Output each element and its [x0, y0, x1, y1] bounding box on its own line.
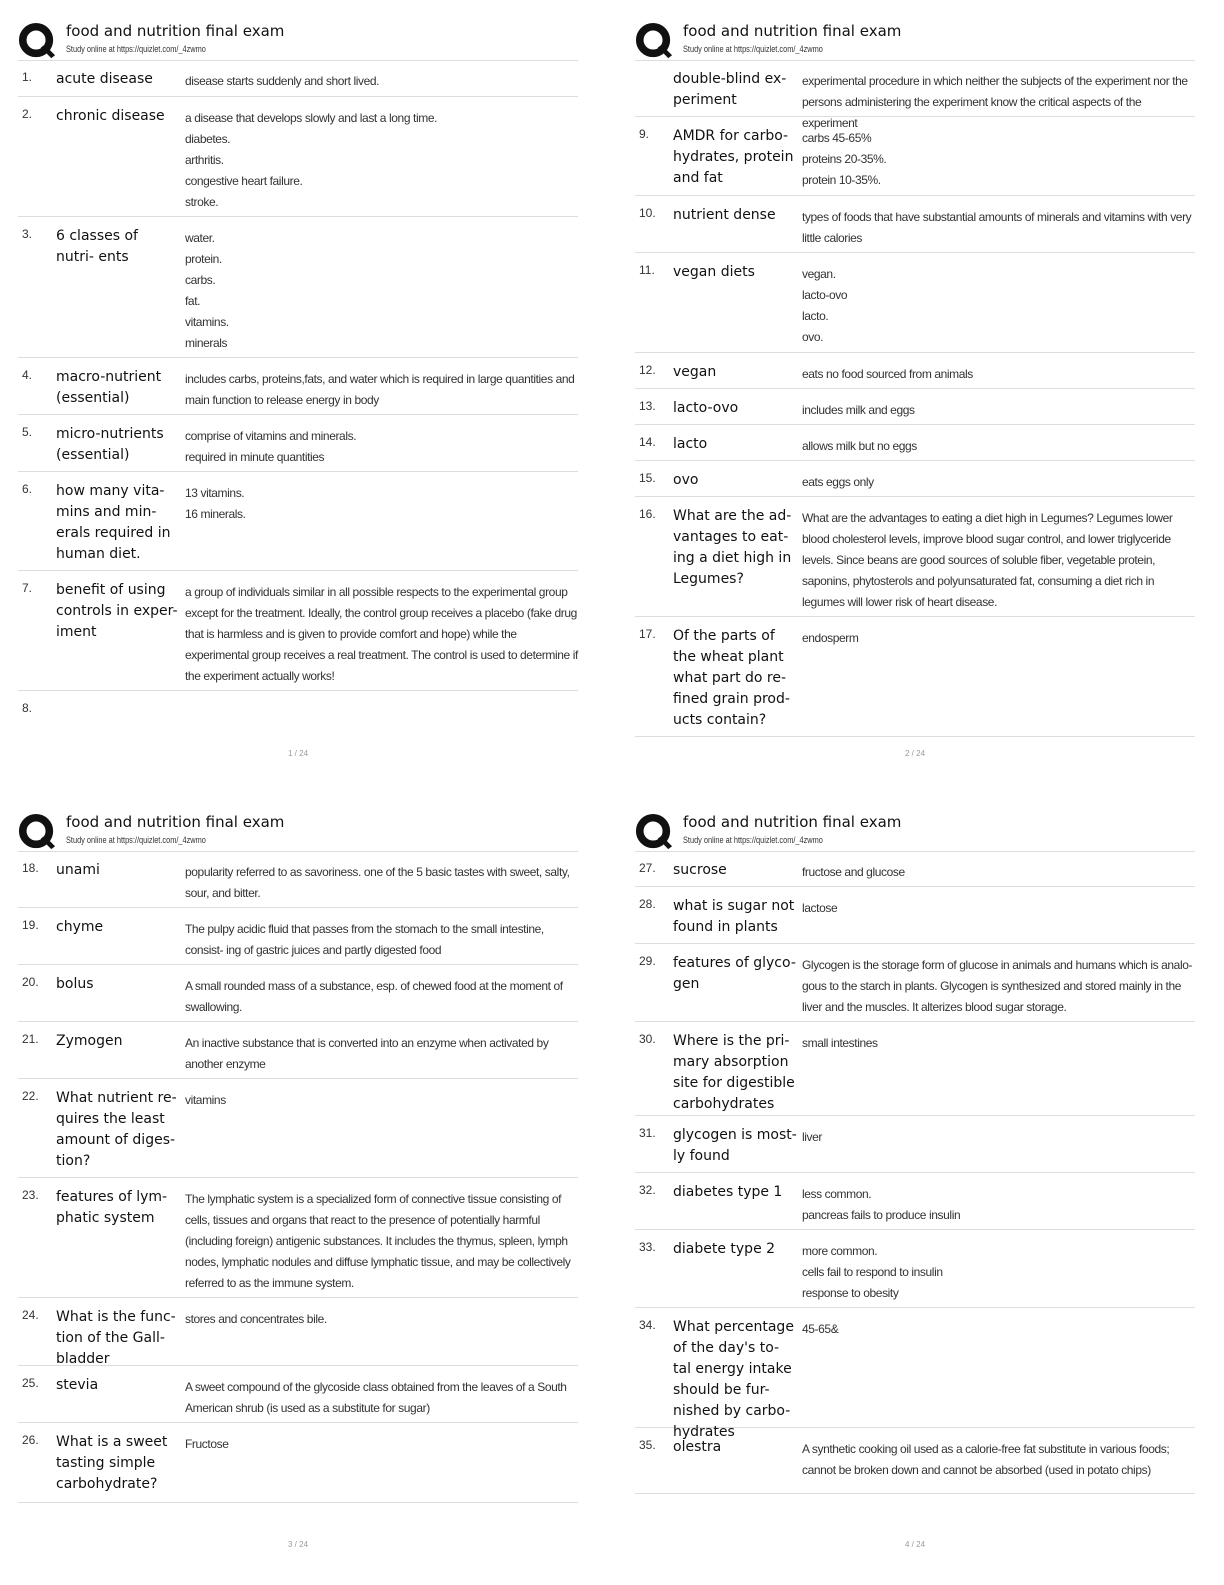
quizlet-logo-icon: [635, 22, 673, 60]
card-number: 14.: [639, 435, 656, 449]
card-number: 12.: [639, 363, 656, 377]
flashcard-row: [18, 1079, 578, 1178]
definition-line: allows milk but no eggs: [802, 439, 917, 453]
definition-line: water.: [185, 231, 215, 245]
card-number: 31.: [639, 1126, 656, 1140]
flashcard-row: [18, 691, 578, 741]
card-number: 2.: [22, 107, 33, 121]
flashcard-row: [18, 1423, 578, 1503]
definition-line: A small rounded mass of a substance, esp. of chewed food at the moment of swallowing.: [185, 979, 563, 1014]
definition-line: required in minute quantities: [185, 450, 325, 464]
definition-line: popularity referred to as savoriness. one of the 5 basic tastes with sweet, salty, sour, and bitter.: [185, 865, 570, 900]
card-term: chyme: [56, 919, 104, 935]
card-term: what is sugar not found in plants: [673, 898, 795, 935]
definition-line: A sweet compound of the glycoside class obtained from the leaves of a South American shrub (is used as a substitute for sugar): [185, 1380, 567, 1415]
flashcard-row: [18, 472, 578, 571]
definition-line: minerals: [185, 336, 228, 350]
flashcard-row: [635, 887, 1195, 944]
card-definition: [185, 1090, 580, 1111]
card-definition: [802, 1439, 1197, 1481]
definition-line: arthritis.: [185, 153, 224, 167]
card-term: What nutrient re- quires the least amount of diges- tion?: [56, 1090, 177, 1169]
definition-line: disease starts suddenly and short lived.: [185, 74, 380, 88]
card-number: 24.: [22, 1308, 39, 1322]
definition-line: less common.: [802, 1187, 872, 1201]
flashcard-list: [18, 60, 578, 741]
card-definition: [802, 1127, 1197, 1148]
definition-line: includes carbs, proteins,fats, and water which is required in large quantities and main function to release energy in body: [185, 372, 575, 407]
card-number: 9.: [639, 127, 650, 141]
definition-line: eats eggs only: [802, 475, 874, 489]
card-number: 8.: [22, 701, 33, 715]
flashcard-row: [18, 217, 578, 358]
page-header: [635, 805, 1195, 852]
card-number: 30.: [639, 1032, 656, 1046]
flashcard-list: [635, 851, 1195, 1494]
card-number: 15.: [639, 471, 656, 485]
card-number: 29.: [639, 954, 656, 968]
flashcard-row: [18, 571, 578, 691]
card-definition: [802, 400, 1197, 421]
card-number: 10.: [639, 206, 656, 220]
card-definition: [185, 1309, 580, 1330]
flashcard-row: [635, 851, 1195, 887]
definition-line: carbs 45-65%: [802, 131, 872, 145]
definition-line: response to obesity: [802, 1286, 899, 1300]
card-definition: [802, 472, 1197, 493]
flashcard-row: [635, 1173, 1195, 1230]
card-number: 3.: [22, 227, 33, 241]
card-term: bolus: [56, 976, 94, 992]
flashcard-row: [635, 389, 1195, 425]
flashcard-row: [18, 1178, 578, 1298]
flashcard-row: [635, 117, 1195, 196]
page-header: [18, 14, 578, 61]
study-online-link[interactable]: Study online at https://quizlet.com/_4zwmo: [683, 44, 823, 54]
card-number: 23.: [22, 1188, 39, 1202]
card-number: 6.: [22, 482, 33, 496]
card-number: 19.: [22, 918, 39, 932]
definition-line: 45-65&: [802, 1322, 839, 1336]
card-term: diabete type 2: [673, 1241, 776, 1257]
card-definition: [185, 1377, 580, 1419]
flashcard-row: [635, 617, 1195, 737]
card-number: 13.: [639, 399, 656, 413]
card-term: What is a sweet tasting simple carbohydrate?: [56, 1434, 168, 1492]
card-definition: [185, 919, 580, 961]
card-definition: [802, 128, 1197, 191]
card-definition: [802, 1319, 1197, 1340]
card-definition: [802, 1033, 1197, 1054]
page-title: food and nutrition final exam: [683, 813, 902, 831]
page-number: 1 / 24: [288, 749, 309, 758]
card-definition: [802, 436, 1197, 457]
card-number: 33.: [639, 1240, 656, 1254]
flashcard-row: [635, 461, 1195, 497]
flashcard-row: [635, 1230, 1195, 1308]
card-term: features of glyco- gen: [673, 955, 796, 992]
quizlet-page-3: [18, 805, 596, 1585]
card-term: acute disease: [56, 71, 153, 87]
page-title: food and nutrition final exam: [66, 813, 285, 831]
card-definition: [802, 1184, 1197, 1226]
card-definition: [185, 426, 580, 468]
card-number: 26.: [22, 1433, 39, 1447]
definition-line: eats no food sourced from animals: [802, 367, 973, 381]
definition-line: stores and concentrates bile.: [185, 1312, 327, 1326]
flashcard-row: [18, 965, 578, 1022]
flashcard-list: [18, 851, 578, 1503]
flashcard-row: [18, 908, 578, 965]
definition-line: An inactive substance that is converted into an enzyme when activated by another enzyme: [185, 1036, 549, 1071]
quizlet-logo-icon: [18, 22, 56, 60]
quizlet-page-4: [635, 805, 1213, 1585]
card-term: stevia: [56, 1377, 99, 1393]
card-definition: [185, 1033, 580, 1075]
flashcard-row: [18, 97, 578, 217]
definition-line: liver: [802, 1130, 823, 1144]
page-header: [635, 14, 1195, 61]
card-number: 17.: [639, 627, 656, 641]
card-term: nutrient dense: [673, 207, 776, 223]
definition-line: a disease that develops slowly and last a long time.: [185, 111, 438, 125]
card-number: 28.: [639, 897, 656, 911]
card-definition: [802, 898, 1197, 919]
flashcard-row: [635, 1308, 1195, 1440]
card-definition: [185, 108, 580, 213]
flashcard-row: [635, 60, 1195, 130]
flashcard-row: [635, 944, 1195, 1022]
card-definition: [185, 369, 580, 411]
flashcard-row: [635, 196, 1195, 253]
card-number: 32.: [639, 1183, 656, 1197]
definition-line: types of foods that have substantial amounts of minerals and vitamins with very little calories: [802, 210, 1192, 245]
card-term: diabetes type 1: [673, 1184, 783, 1200]
definition-line: experimental procedure in which neither the subjects of the experiment nor the persons administering the experiment know the critical aspects of the experiment: [802, 74, 1188, 130]
flashcard-row: [635, 353, 1195, 389]
page-number: 4 / 24: [905, 1540, 926, 1549]
definition-line: vitamins.: [185, 315, 229, 329]
flashcard-list: [635, 60, 1195, 737]
card-number: 7.: [22, 581, 33, 595]
flashcard-row: [635, 1116, 1195, 1173]
flashcard-row: [635, 253, 1195, 353]
card-term: vegan diets: [673, 264, 755, 280]
definition-line: fructose and glucose: [802, 865, 905, 879]
definition-line: pancreas fails to produce insulin: [802, 1208, 961, 1222]
card-term: how many vita- mins and min- erals required in human diet.: [56, 483, 171, 562]
card-definition: [802, 264, 1197, 348]
definition-line: congestive heart failure.: [185, 174, 303, 188]
quizlet-logo-icon: [635, 813, 673, 851]
quizlet-logo-icon: [18, 813, 56, 851]
card-term: lacto: [673, 436, 708, 452]
quizlet-page-1: [18, 14, 596, 794]
card-number: 18.: [22, 861, 39, 875]
page-number: 2 / 24: [905, 749, 926, 758]
card-term: Zymogen: [56, 1033, 123, 1049]
definition-line: vegan.: [802, 267, 836, 281]
definition-line: more common.: [802, 1244, 878, 1258]
card-term: sucrose: [673, 862, 727, 878]
page-title: food and nutrition final exam: [683, 22, 902, 40]
card-definition: [802, 1241, 1197, 1304]
study-online-link[interactable]: Study online at https://quizlet.com/_4zwmo: [66, 835, 206, 845]
page-title: food and nutrition final exam: [66, 22, 285, 40]
flashcard-row: [18, 358, 578, 415]
definition-line: fat.: [185, 294, 201, 308]
study-online-link[interactable]: Study online at https://quizlet.com/_4zwmo: [66, 44, 206, 54]
quizlet-page-2: [635, 14, 1213, 794]
definition-line: includes milk and eggs: [802, 403, 915, 417]
card-term: unami: [56, 862, 100, 878]
definition-line: What are the advantages to eating a diet high in Legumes? Legumes lower blood cholesterol levels, improve blood sugar control, and lower triglyceride levels. Since beans are good sources of soluble fiber, vegetable protein, saponins, phytosterols and polyunsaturated fat, consuming a diet rich in legumes will lower risk of heart disease.: [802, 511, 1173, 609]
definition-line: lacto-ovo: [802, 288, 848, 302]
definition-line: 13 vitamins.: [185, 486, 245, 500]
definition-line: The pulpy acidic fluid that passes from the stomach to the small intestine, consist- ing of gastric juices and partly digested food: [185, 922, 544, 957]
card-number: 21.: [22, 1032, 39, 1046]
card-definition: [185, 976, 580, 1018]
definition-line: 16 minerals.: [185, 507, 246, 521]
card-term: What percentage of the day's to- tal energy intake should be fur- nished by carbo- hydrates: [673, 1319, 794, 1440]
definition-line: comprise of vitamins and minerals.: [185, 429, 357, 443]
definition-line: vitamins: [185, 1093, 226, 1107]
definition-line: lacto.: [802, 309, 829, 323]
card-term: AMDR for carbo- hydrates, protein and fat: [673, 128, 794, 186]
definition-line: The lymphatic system is a specialized form of connective tissue consisting of cells, tissues and organs that react to the presence of potentially harmful (including foreign) antigenic substances. It includes the thymus, spleen, lymph nodes, lymphatic nodules and diffuse lymphatic tissue, and may be collectively referred to as the immune system.: [185, 1192, 571, 1290]
card-number: 20.: [22, 975, 39, 989]
card-term: Of the parts of the wheat plant what part do re- fined grain prod- ucts contain?: [673, 628, 790, 728]
card-number: 25.: [22, 1376, 39, 1390]
card-definition: [185, 1434, 580, 1455]
card-definition: [185, 228, 580, 354]
flashcard-row: [635, 1022, 1195, 1116]
card-definition: [185, 71, 580, 92]
card-term: glycogen is most- ly found: [673, 1127, 797, 1164]
flashcard-row: [18, 1366, 578, 1423]
card-definition: [185, 1189, 580, 1294]
card-term: vegan: [673, 364, 717, 380]
card-term: olestra: [673, 1439, 722, 1455]
flashcard-row: [18, 1298, 578, 1366]
definition-line: small intestines: [802, 1036, 878, 1050]
card-term: lacto-ovo: [673, 400, 739, 416]
page-header: [18, 805, 578, 852]
definition-line: proteins 20-35%.: [802, 152, 887, 166]
card-term: macro-nutrient (essential): [56, 369, 162, 406]
flashcard-row: [18, 415, 578, 472]
card-term: features of lym- phatic system: [56, 1189, 168, 1226]
definition-line: lactose: [802, 901, 838, 915]
study-online-link[interactable]: Study online at https://quizlet.com/_4zwmo: [683, 835, 823, 845]
card-term: benefit of using controls in exper- iment: [56, 582, 178, 640]
card-definition: [802, 364, 1197, 385]
flashcard-row: [635, 497, 1195, 617]
definition-line: a group of individuals similar in all possible respects to the experimental group except for the treatment. Ideally, the control group receives a placebo (fake drug that is harmless and is given to provide comfort and hope) while the experimental group receives a real treatment. The control is used to determine if the experiment actually works!: [185, 585, 578, 683]
card-definition: [802, 207, 1197, 249]
definition-line: endosperm: [802, 631, 859, 645]
flashcard-row: [635, 1428, 1195, 1494]
definition-line: ovo.: [802, 330, 824, 344]
card-number: 35.: [639, 1438, 656, 1452]
card-definition: [185, 582, 580, 687]
card-term: What are the ad- vantages to eat- ing a diet high in Legumes?: [673, 508, 792, 587]
flashcard-row: [635, 425, 1195, 461]
definition-line: protein 10-35%.: [802, 173, 881, 187]
card-number: 27.: [639, 861, 656, 875]
card-number: 22.: [22, 1089, 39, 1103]
card-definition: [802, 955, 1197, 1018]
page-number: 3 / 24: [288, 1540, 309, 1549]
card-definition: [802, 862, 1197, 883]
definition-line: carbs.: [185, 273, 216, 287]
definition-line: Glycogen is the storage form of glucose in animals and humans which is analo- gous to the starch in plants. Glycogen is synthesized and stored mainly in the liver and the muscles. It alterizes blood sugar storage.: [802, 958, 1193, 1014]
card-term: double-blind ex- periment: [673, 71, 787, 108]
card-number: 4.: [22, 368, 33, 382]
card-term: micro-nutrients (essential): [56, 426, 164, 463]
card-number: 34.: [639, 1318, 656, 1332]
flashcard-row: [18, 60, 578, 97]
definition-line: diabetes.: [185, 132, 231, 146]
card-term: Where is the pri- mary absorption site for digestible carbohydrates: [673, 1033, 795, 1112]
card-term: chronic disease: [56, 108, 165, 124]
card-definition: [185, 862, 580, 904]
definition-line: protein.: [185, 252, 222, 266]
definition-line: cells fail to respond to insulin: [802, 1265, 943, 1279]
card-number: 5.: [22, 425, 33, 439]
card-term: 6 classes of nutri- ents: [56, 228, 138, 265]
card-term: ovo: [673, 472, 699, 488]
card-definition: [802, 628, 1197, 649]
card-number: 1.: [22, 70, 33, 84]
flashcard-row: [18, 851, 578, 908]
card-number: 16.: [639, 507, 656, 521]
card-definition: [185, 483, 580, 525]
card-term: What is the func- tion of the Gall- bladder: [56, 1309, 176, 1367]
flashcard-row: [18, 1022, 578, 1079]
card-definition: [802, 508, 1197, 613]
definition-line: Fructose: [185, 1437, 229, 1451]
card-number: 11.: [639, 263, 655, 277]
definition-line: A synthetic cooking oil used as a calorie-free fat substitute in various foods; cannot be broken down and cannot be absorbed (used in potato chips): [802, 1442, 1170, 1477]
definition-line: stroke.: [185, 195, 219, 209]
